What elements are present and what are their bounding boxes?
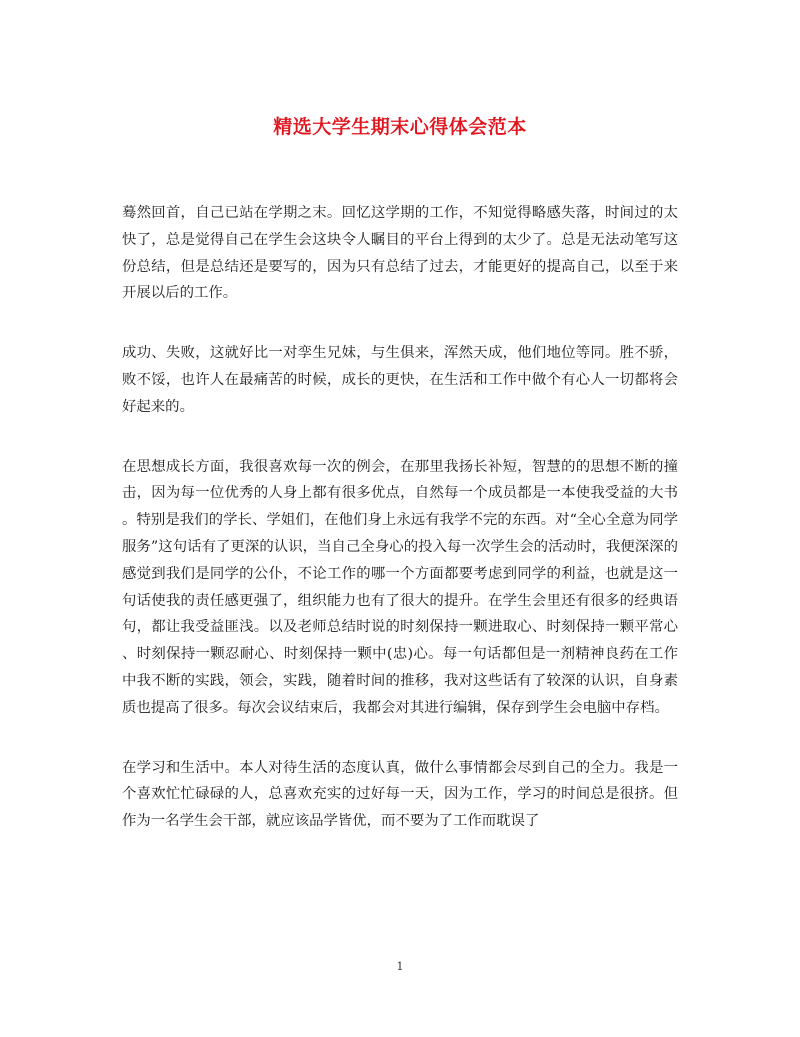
page-number: 1 (396, 960, 404, 973)
paragraph-1: 蓦然回首，自己已站在学期之末。回忆这学期的工作，不知觉得略感失落，时间过的太快了，总是觉得自己在学生会这块令人瞩目的平台上得到的太少了。总是无法动笔写这份总结，但是总结还是要写的，因为只有总结了过去，才能更好的提高自己，以至于来开展以后的工作。 (122, 205, 678, 302)
document-title: 精选大学生期末心得体会范本 (273, 116, 527, 138)
document-body (122, 200, 678, 868)
paragraph-4: 在学习和生活中。本人对待生活的态度认真，做什么事情都会尽到自己的全力。我是一个喜欢忙忙碌碌的人，总喜欢充实的过好每一天，因为工作，学习的时间总是很挤。但作为一名学生会干部，就应该品学皆优，而不要为了工作而耽误了 (122, 759, 678, 830)
paragraph-3: 在思想成长方面，我很喜欢每一次的例会，在那里我扬长补短，智慧的的思想不断的撞击，因为每一位优秀的人身上都有很多优点，自然每一个成员都是一本使我受益的大书。特别是我们的学长、学姐们，在他们身上永远有我学不完的东西。对“全心全意为同学服务”这句话有了更深的认识，当自己全身心的投入每一次学生会的活动时，我便深深的感觉到我们是同学的公仆，不论工作的哪一个方面都要考虑到同学的利益，也就是这一句话使我的责任感更强了，组织能力也有了很大的提升。在学生会里还有很多的经典语句，都让我受益匪浅。以及老师总结时说的时刻保持一颗进取心、时刻保持一颗平常心、时刻保持一颗忍耐心、时刻保持一颗中(忠)心。每一句话都但是一剂精神良药在工作中我不断的实践，领会，实践，随着时间的推移，我对这些话有了较深的认识，自身素质也提高了很多。每次会议结束后，我都会对其进行编辑，保存到学生会电脑中存档。 (122, 458, 678, 716)
paragraph-2: 成功、失败，这就好比一对孪生兄妹，与生俱来，浑然天成，他们地位等同。胜不骄，败不馁，也许人在最痛苦的时候，成长的更快，在生活和工作中做个有心人一切都将会好起来的。 (122, 345, 678, 415)
